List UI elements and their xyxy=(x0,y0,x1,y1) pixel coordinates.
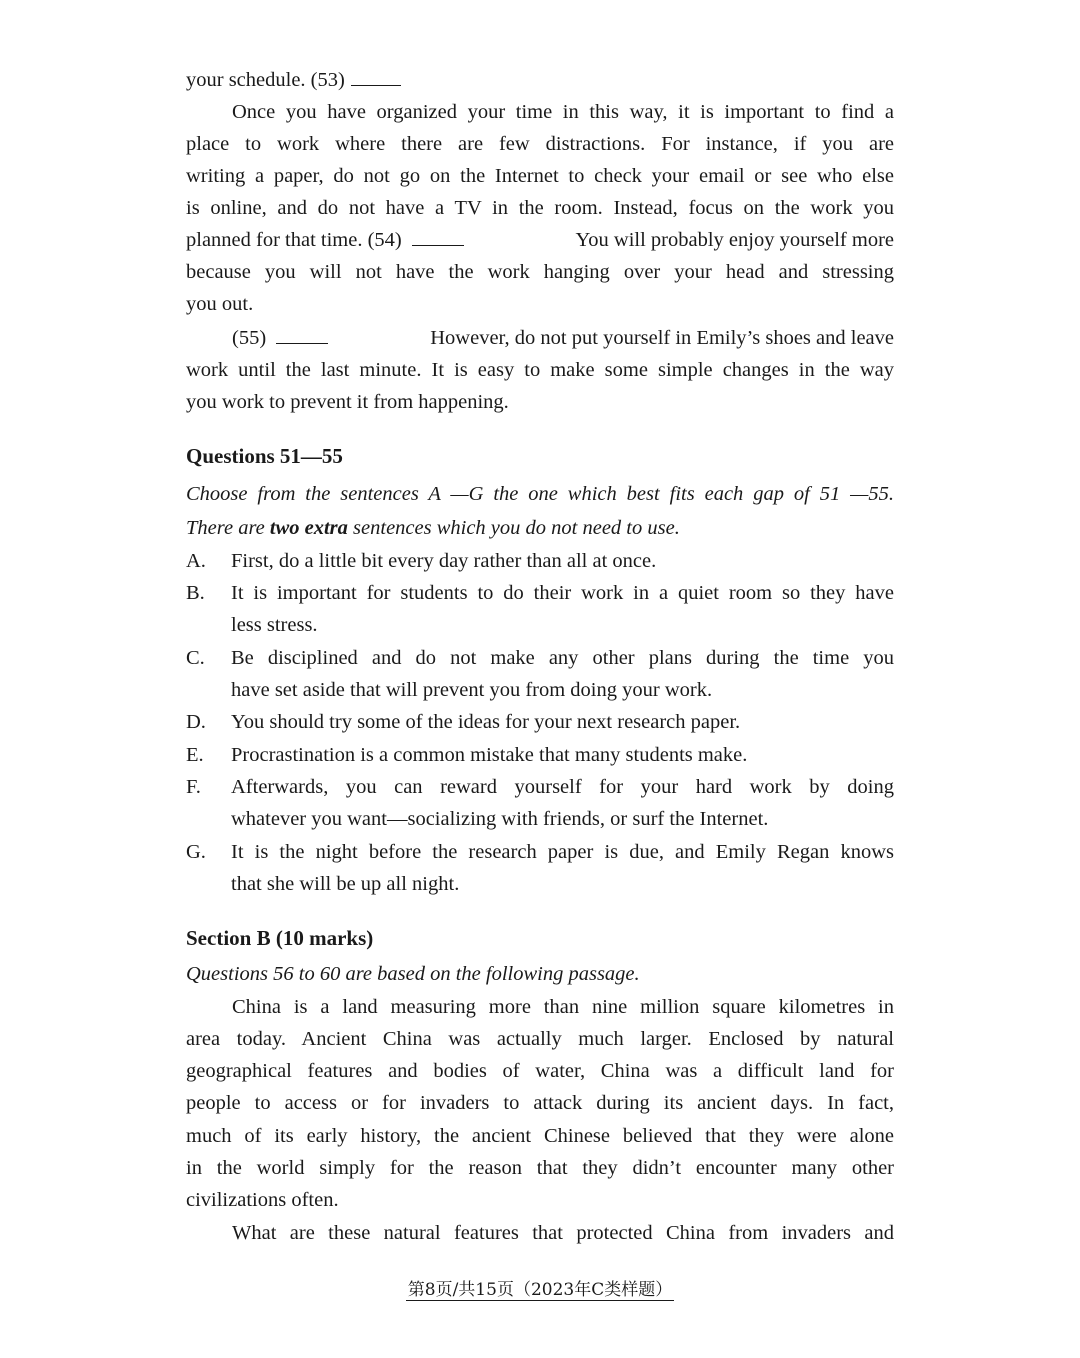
option-text: Afterwards, you can reward yourself for your hard work by doing xyxy=(231,776,894,798)
passage-line: area today. Ancient China was actually much larger. Enclosed by natural xyxy=(186,1028,894,1050)
option-text: Procrastination is a common mistake that many students make. xyxy=(231,744,748,766)
option-text: Be disciplined and do not make any other plans during the time you xyxy=(231,647,894,669)
option-text: whatever you want—socializing with friends, or surf the Internet. xyxy=(231,808,769,830)
section-b-heading: Section B (10 marks) xyxy=(186,926,374,950)
passage-line: you out. xyxy=(186,293,254,315)
option-text: have set aside that will prevent you from doing your work. xyxy=(231,679,713,701)
passage-line xyxy=(186,64,894,96)
page-number: 第8页/共15页（2023年C类样题） xyxy=(407,1280,673,1300)
option-text: It is the night before the research paper is due, and Emily Regan knows xyxy=(231,841,894,863)
instruction-line: Choose from the sentences A —G the one which best fits each gap of 51 —55. xyxy=(186,483,894,505)
passage-line: civilizations often. xyxy=(186,1189,339,1211)
passage-text: (55) xyxy=(232,327,267,349)
passage-text: However, do not put yourself in Emily’s shoes and leave xyxy=(430,327,894,349)
passage-line: you work to prevent it from happening. xyxy=(186,391,509,413)
passage-line xyxy=(186,224,894,256)
passage-text: You will probably enjoy yourself more xyxy=(575,229,894,251)
option-letter: C. xyxy=(186,647,205,669)
option-letter: B. xyxy=(186,582,205,604)
option-letter: G. xyxy=(186,841,206,863)
option-text: You should try some of the ideas for your next research paper. xyxy=(231,711,741,733)
passage-line: work until the last minute. It is easy to make some simple changes in the way xyxy=(186,359,894,381)
instruction-bold-text: two extra xyxy=(269,517,348,539)
passage-line: Once you have organized your time in this way, it is important to find a xyxy=(232,101,894,123)
passage-line xyxy=(232,322,894,354)
passage-line: writing a paper, do not go on the Internet to check your email or see who else xyxy=(186,165,894,187)
passage-line: What are these natural features that protected China from invaders and xyxy=(232,1222,894,1244)
passage-line: people to access or for invaders to attack during its ancient days. In fact, xyxy=(186,1092,894,1114)
option-letter: E. xyxy=(186,744,204,766)
passage-line: geographical features and bodies of water, China was a difficult land for xyxy=(186,1060,894,1082)
passage-line: China is a land measuring more than nine million square kilometres in xyxy=(232,996,894,1018)
option-text: It is important for students to do their work in a quiet room so they have xyxy=(231,582,894,604)
passage-line: because you will not have the work hanging over your head and stressing xyxy=(186,261,894,283)
option-text: less stress. xyxy=(231,614,318,636)
passage-line: is online, and do not have a TV in the room. Instead, focus on the work you xyxy=(186,197,894,219)
option-letter: A. xyxy=(186,550,206,572)
section-b-instruction: Questions 56 to 60 are based on the following passage. xyxy=(186,963,640,985)
passage-text: planned for that time. (54) xyxy=(186,229,402,251)
option-text: First, do a little bit every day rather than all at once. xyxy=(231,550,657,572)
questions-heading: Questions 51—55 xyxy=(186,444,343,468)
option-letter: D. xyxy=(186,711,206,733)
answer-blank-53 xyxy=(351,65,401,87)
passage-line: much of its early history, the ancient Chinese believed that they were alone xyxy=(186,1125,894,1147)
option-letter: F. xyxy=(186,776,201,798)
passage-text: your schedule. (53) xyxy=(186,69,345,91)
passage-line: place to work where there are few distractions. For instance, if you are xyxy=(186,133,894,155)
passage-line: in the world simply for the reason that they didn’t encounter many other xyxy=(186,1157,894,1179)
instruction-text: sentences which you do not need to use. xyxy=(347,517,680,539)
instruction-text: There are xyxy=(186,517,270,539)
option-text: that she will be up all night. xyxy=(231,873,460,895)
answer-blank-54 xyxy=(412,225,464,247)
answer-blank-55 xyxy=(276,323,328,345)
page-footer xyxy=(0,1278,1080,1302)
instruction-line xyxy=(186,512,894,544)
